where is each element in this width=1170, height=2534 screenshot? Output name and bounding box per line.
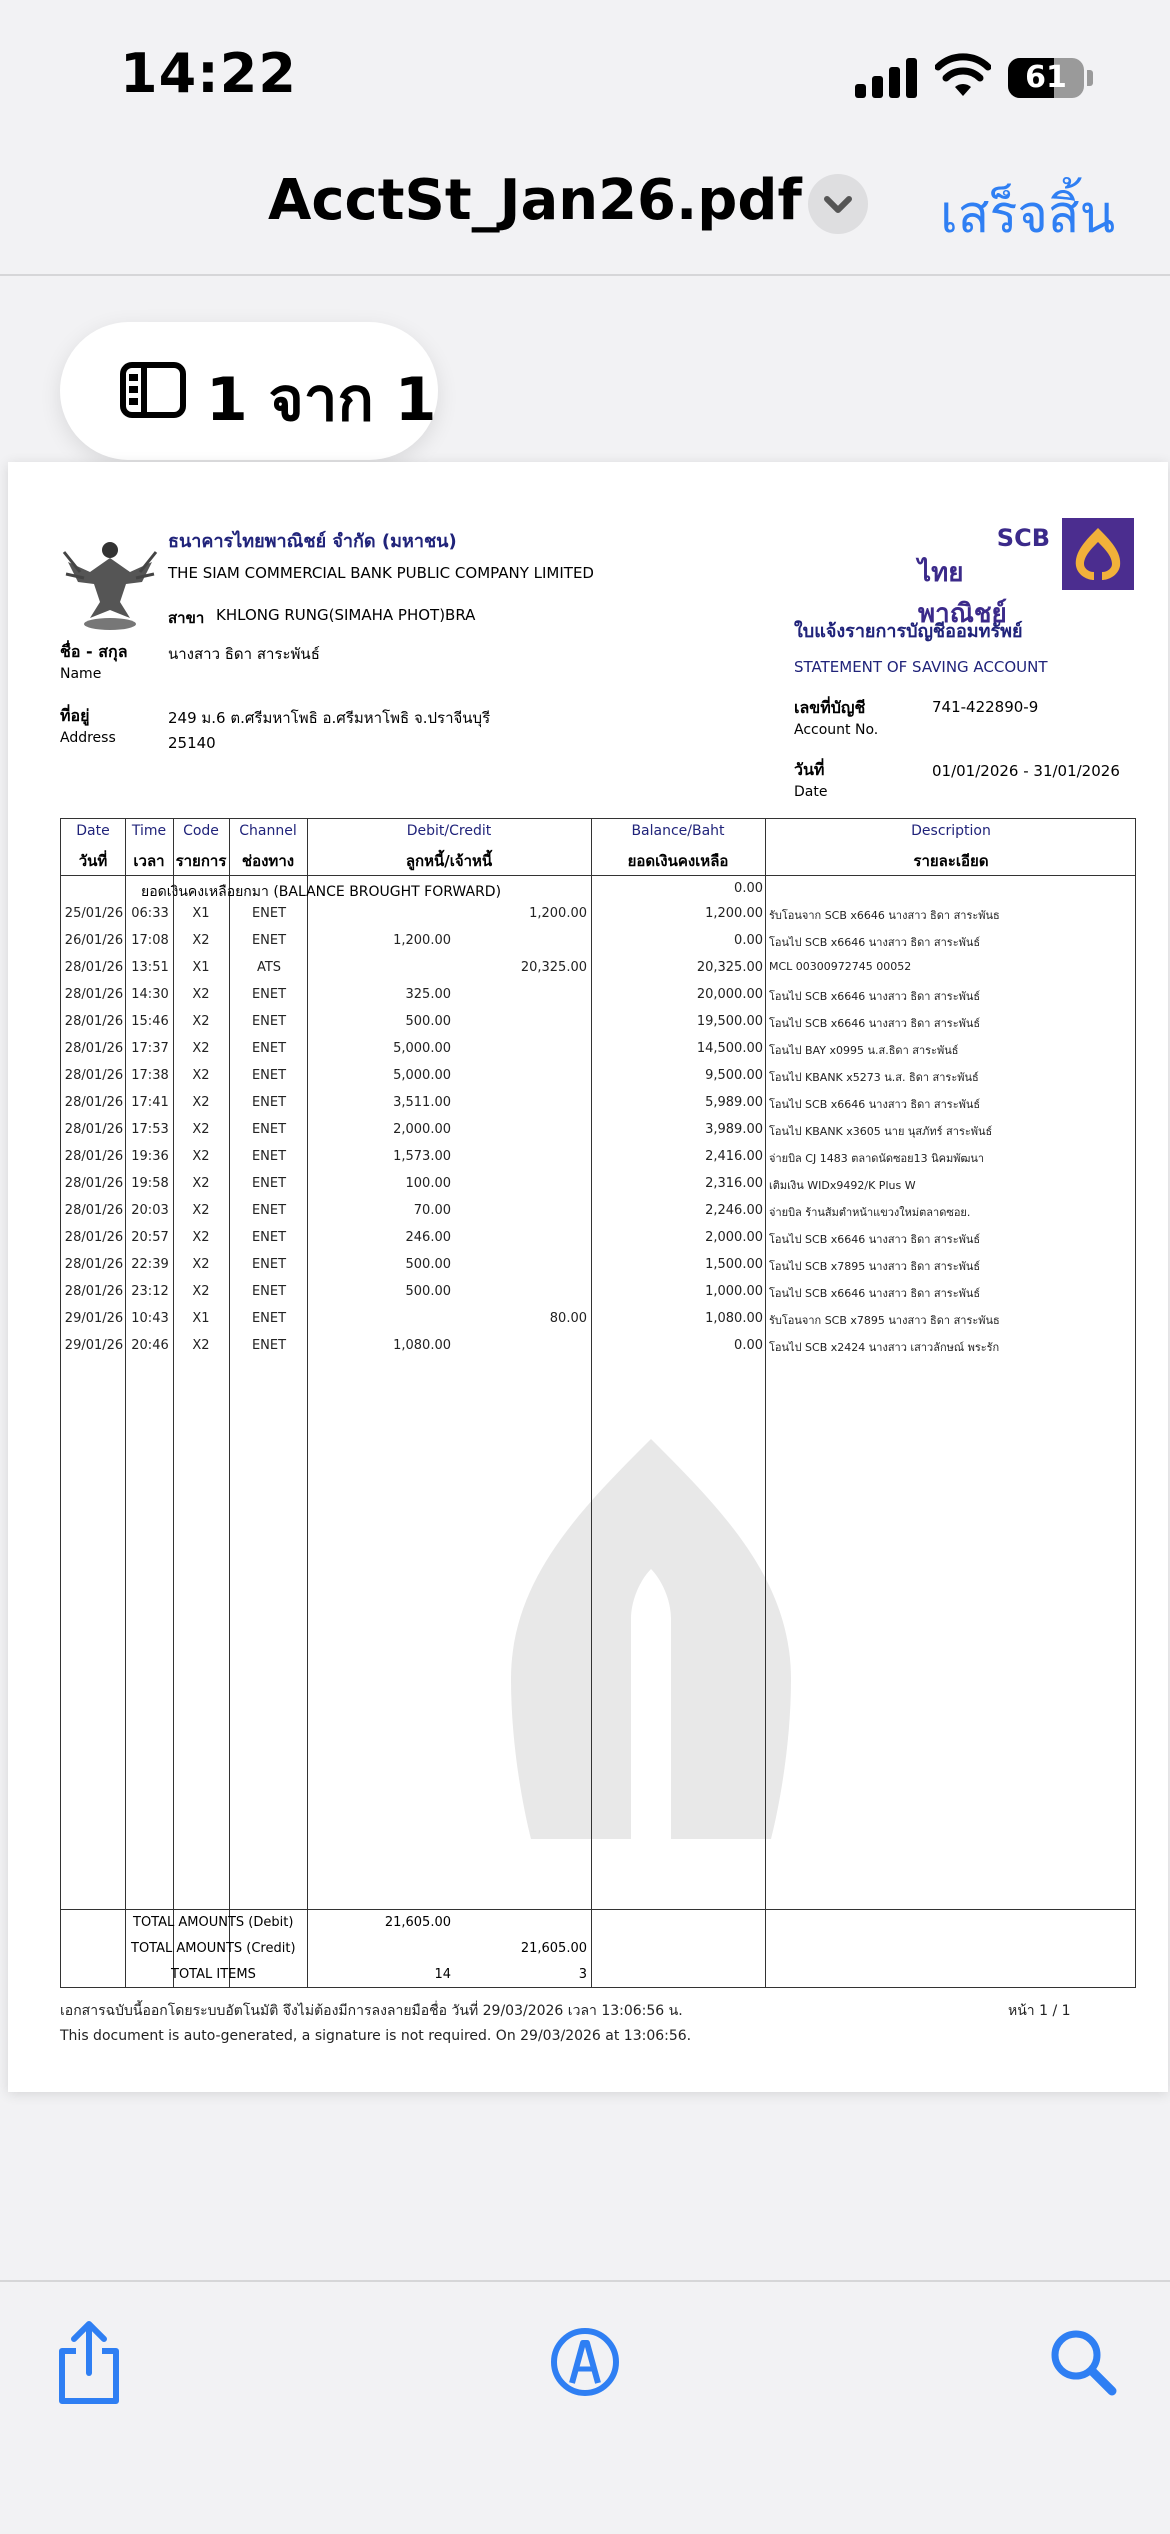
header-channel-thai: ช่องทาง (241, 852, 295, 870)
cell-code: X2 (192, 933, 210, 948)
cell-date: 28/01/26 (64, 1014, 124, 1029)
total-debit-label: TOTAL AMOUNTS (Debit) (133, 1915, 294, 1930)
title-menu-button[interactable] (808, 174, 868, 234)
cell-balance: 2,000.00 (705, 1230, 763, 1245)
cell-code: X1 (192, 906, 210, 921)
cell-code: X2 (192, 987, 210, 1002)
battery-percent: 61 (1025, 60, 1067, 95)
done-button[interactable]: เสร็จสิ้น (940, 185, 1116, 245)
cell-time: 17:08 (131, 933, 169, 948)
cell-code: X2 (192, 1149, 210, 1164)
cell-time: 06:33 (131, 906, 169, 921)
cell-channel: ENET (251, 1068, 287, 1083)
cell-desc: รับโอนจาก SCB x7895 นางสาว ธิดา สาระพันธ (769, 1314, 1000, 1327)
logo-bottom-text: ไทยพาณิชย์ (918, 558, 1007, 629)
cell-channel: ATS (256, 960, 282, 975)
cell-time: 22:39 (131, 1257, 169, 1272)
footer-note-english: This document is auto-generated, a signature is not required. On 29/03/2026 at 13:06:56. (60, 2028, 692, 2044)
cell-desc: โอนไป SCB x6646 นางสาว ธิดา สาระพันธ์ (769, 1017, 981, 1030)
cell-desc: จ่ายบิล CJ 1483 ตลาดนัดซอย13 นิคมพัฒนา (769, 1152, 985, 1165)
cell-channel: ENET (251, 1176, 287, 1191)
cell-date: 28/01/26 (64, 987, 124, 1002)
name-label-thai: ชื่อ - สกุล (60, 642, 128, 661)
navigation-bar (0, 140, 1170, 276)
account-label-english: Account No. (794, 722, 879, 738)
cell-code: X1 (192, 1311, 210, 1326)
cell-desc: โอนไป SCB x6646 นางสาว ธิดา สาระพันธ์ (769, 1287, 981, 1300)
cell-balance: 0.00 (734, 933, 763, 948)
logo-top-text: SCB (996, 524, 1050, 552)
cell-desc: จ่ายบิล ร้านส้มตำหน้าแขวงใหม่ตลาดซอย. (769, 1206, 971, 1219)
address-line-2: 25140 (168, 734, 216, 752)
cell-channel: ENET (251, 1284, 287, 1299)
header-description: Description (911, 823, 991, 839)
cell-date: 28/01/26 (64, 1068, 124, 1083)
bank-name-english: THE SIAM COMMERCIAL BANK PUBLIC COMPANY LIMITED (168, 564, 594, 582)
cell-desc: รับโอนจาก SCB x6646 นางสาว ธิดา สาระพันธ (769, 909, 1000, 922)
cell-time: 15:46 (131, 1014, 169, 1029)
header-channel: Channel (239, 823, 297, 839)
cell-debit: 1,200.00 (393, 933, 451, 948)
cell-balance: 1,080.00 (705, 1311, 763, 1326)
cell-code: X2 (192, 1014, 210, 1029)
cell-date: 28/01/26 (64, 1203, 124, 1218)
cell-debit: 70.00 (413, 1203, 451, 1218)
cell-balance: 1,500.00 (705, 1257, 763, 1272)
cell-date: 26/01/26 (64, 933, 124, 948)
cell-debit: 100.00 (405, 1176, 451, 1191)
total-items-debit: 14 (434, 1967, 451, 1982)
date-label-english: Date (794, 784, 828, 800)
total-credit-value: 21,605.00 (520, 1941, 587, 1956)
cell-time: 19:58 (131, 1176, 169, 1191)
cell-channel: ENET (251, 1230, 287, 1245)
header-code: Code (183, 823, 219, 839)
header-debit-credit: Debit/Credit (406, 823, 492, 839)
cell-channel: ENET (251, 1014, 287, 1029)
statement-title-thai: ใบแจ้งรายการบัญชีออมทรัพย์ (794, 621, 1023, 642)
name-label-english: Name (60, 666, 102, 682)
cell-date: 28/01/26 (64, 1149, 124, 1164)
address-label-thai: ที่อยู่ (60, 706, 90, 725)
cell-date: 28/01/26 (64, 1122, 124, 1137)
cell-time: 17:41 (131, 1095, 169, 1110)
cell-time: 23:12 (131, 1284, 169, 1299)
total-items-credit: 3 (578, 1967, 587, 1982)
cell-balance: 2,416.00 (705, 1149, 763, 1164)
status-bar (0, 0, 1170, 140)
cell-debit: 5,000.00 (393, 1068, 451, 1083)
battery-icon (1008, 58, 1084, 98)
cell-balance: 9,500.00 (705, 1068, 763, 1083)
cell-code: X2 (192, 1338, 210, 1353)
cell-code: X2 (192, 1284, 210, 1299)
cell-time: 20:57 (131, 1230, 169, 1245)
cell-time: 19:36 (131, 1149, 169, 1164)
cell-balance: 1,000.00 (705, 1284, 763, 1299)
cell-date: 28/01/26 (64, 1041, 124, 1056)
footer-note-thai: เอกสารฉบับนี้ออกโดยระบบอัตโนมัติ จึงไม่ต้องมีการลงลายมือชื่อ วันที่ 29/03/2026 เวลา 13:06:56 น. (60, 2003, 683, 2019)
cell-desc: โอนไป SCB x6646 นางสาว ธิดา สาระพันธ์ (769, 1233, 981, 1246)
cell-time: 13:51 (131, 960, 169, 975)
cell-time: 17:38 (131, 1068, 169, 1083)
account-label-thai: เลขที่บัญชี (794, 698, 866, 717)
cell-channel: ENET (251, 906, 287, 921)
pdf-page[interactable] (8, 462, 1168, 2092)
cell-debit: 2,000.00 (393, 1122, 451, 1137)
brought-forward-label: ยอดเงินคงเหลือยกมา (BALANCE BROUGHT FORWARD) (141, 884, 502, 900)
cell-channel: ENET (251, 1257, 287, 1272)
cell-code: X2 (192, 1095, 210, 1110)
cell-balance: 0.00 (734, 1338, 763, 1353)
cell-time: 14:30 (131, 987, 169, 1002)
address-line-1: 249 ม.6 ต.ศรีมหาโพธิ อ.ศรีมหาโพธิ จ.ปราจีนบุรี (168, 709, 491, 727)
cell-debit: 5,000.00 (393, 1041, 451, 1056)
cell-time: 20:46 (131, 1338, 169, 1353)
cell-debit: 325.00 (405, 987, 451, 1002)
cell-debit: 246.00 (405, 1230, 451, 1245)
cell-time: 20:03 (131, 1203, 169, 1218)
cell-code: X2 (192, 1203, 210, 1218)
cell-desc: โอนไป SCB x6646 นางสาว ธิดา สาระพันธ์ (769, 1098, 981, 1111)
cell-date: 25/01/26 (64, 906, 124, 921)
cell-time: 17:53 (131, 1122, 169, 1137)
garuda-emblem-icon (60, 532, 160, 632)
scb-emblem-icon (1062, 518, 1134, 590)
header-time: Time (131, 823, 167, 839)
cell-credit: 80.00 (549, 1311, 587, 1326)
cell-desc: โอนไป SCB x2424 นางสาว เสาวลักษณ์ พระรัก (769, 1341, 1000, 1354)
cell-credit: 1,200.00 (529, 906, 587, 921)
scb-logo (918, 518, 1134, 629)
cell-debit: 1,080.00 (393, 1338, 451, 1353)
cell-time: 10:43 (131, 1311, 169, 1326)
cell-debit: 500.00 (405, 1284, 451, 1299)
cell-date: 29/01/26 (64, 1311, 124, 1326)
cell-date: 28/01/26 (64, 1284, 124, 1299)
markup-icon[interactable] (550, 2327, 620, 2397)
cell-time: 17:37 (131, 1041, 169, 1056)
total-debit-value: 21,605.00 (384, 1915, 451, 1930)
cell-balance: 2,246.00 (705, 1203, 763, 1218)
cell-balance: 3,989.00 (705, 1122, 763, 1137)
address-label-english: Address (60, 730, 116, 746)
transactions-table (60, 818, 1136, 1988)
cell-date: 29/01/26 (64, 1338, 124, 1353)
cell-date: 28/01/26 (64, 1230, 124, 1245)
cell-debit: 500.00 (405, 1014, 451, 1029)
header-debit-credit-thai: ลูกหนี้/เจ้าหนี้ (405, 852, 493, 870)
header-balance: Balance/Baht (631, 823, 725, 839)
account-holder-name: นางสาว ธิดา สาระพันธ์ (168, 645, 320, 663)
search-icon[interactable] (1048, 2327, 1118, 2397)
cellular-signal-icon (855, 56, 917, 98)
cell-date: 28/01/26 (64, 1257, 124, 1272)
cell-balance: 1,200.00 (705, 906, 763, 921)
cell-code: X2 (192, 1041, 210, 1056)
wifi-icon (935, 52, 991, 98)
cell-desc: เติมเงิน WIDx9492/K Plus W (769, 1179, 916, 1192)
chevron-down-icon (808, 174, 868, 234)
cell-balance: 20,325.00 (696, 960, 763, 975)
header-date-thai: วันที่ (78, 852, 108, 870)
header-date: Date (76, 823, 110, 839)
scb-watermark-icon (451, 1439, 851, 1839)
cell-debit: 3,511.00 (393, 1095, 451, 1110)
cell-desc: โอนไป KBANK x3605 นาย นุสภัทร์ สาระพันธ์ (769, 1125, 993, 1138)
cell-balance: 2,316.00 (705, 1176, 763, 1191)
total-items-label: TOTAL ITEMS (171, 1967, 256, 1982)
cell-code: X2 (192, 1122, 210, 1137)
cell-balance: 20,000.00 (696, 987, 763, 1002)
battery-tip (1087, 70, 1093, 86)
bottom-toolbar (0, 2280, 1170, 2534)
header-description-thai: รายละเอียด (913, 852, 989, 870)
cell-channel: ENET (251, 1203, 287, 1218)
cell-balance: 14,500.00 (696, 1041, 763, 1056)
header-code-thai: รายการ (175, 852, 227, 870)
cell-desc: MCL 00300972745 00052 (769, 960, 912, 973)
cell-channel: ENET (251, 1095, 287, 1110)
cell-channel: ENET (251, 1149, 287, 1164)
date-label-thai: วันที่ (794, 760, 825, 779)
cell-desc: โอนไป SCB x6646 นางสาว ธิดา สาระพันธ์ (769, 990, 981, 1003)
cell-desc: โอนไป BAY x0995 น.ส.ธิดา สาระพันธ์ (769, 1044, 959, 1057)
cell-channel: ENET (251, 1311, 287, 1326)
cell-credit: 20,325.00 (520, 960, 587, 975)
cell-code: X2 (192, 1068, 210, 1083)
cell-desc: โอนไป SCB x6646 นางสาว ธิดา สาระพันธ์ (769, 936, 981, 949)
cell-date: 28/01/26 (64, 960, 124, 975)
page-number: หน้า 1 / 1 (1008, 2003, 1071, 2019)
page-indicator[interactable] (60, 322, 438, 460)
cell-debit: 1,573.00 (393, 1149, 451, 1164)
brought-forward-value: 0.00 (734, 881, 763, 896)
cell-channel: ENET (251, 987, 287, 1002)
cell-desc: โอนไป KBANK x5273 น.ส. ธิดา สาระพันธ์ (769, 1071, 979, 1084)
cell-code: X2 (192, 1176, 210, 1191)
sidebar-icon (120, 362, 186, 418)
cell-channel: ENET (251, 1122, 287, 1137)
header-balance-thai: ยอดเงินคงเหลือ (627, 852, 729, 870)
cell-channel: ENET (251, 933, 287, 948)
branch-value: KHLONG RUNG(SIMAHA PHOT)BRA (216, 606, 476, 624)
cell-code: X1 (192, 960, 210, 975)
cell-code: X2 (192, 1230, 210, 1245)
status-time: 14:22 (120, 42, 297, 105)
bank-name-thai: ธนาคารไทยพาณิชย์ จำกัด (มหาชน) (168, 531, 457, 552)
statement-title-english: STATEMENT OF SAVING ACCOUNT (794, 658, 1048, 676)
cell-channel: ENET (251, 1041, 287, 1056)
cell-channel: ENET (251, 1338, 287, 1353)
cell-date: 28/01/26 (64, 1095, 124, 1110)
share-icon[interactable] (54, 2317, 124, 2407)
cell-balance: 19,500.00 (696, 1014, 763, 1029)
cell-debit: 500.00 (405, 1257, 451, 1272)
statement-period: 01/01/2026 - 31/01/2026 (932, 762, 1120, 780)
cell-code: X2 (192, 1257, 210, 1272)
cell-balance: 5,989.00 (705, 1095, 763, 1110)
total-credit-label: TOTAL AMOUNTS (Credit) (131, 1941, 296, 1956)
account-number: 741-422890-9 (932, 698, 1039, 716)
cell-date: 28/01/26 (64, 1176, 124, 1191)
branch-label: สาขา (168, 609, 205, 627)
page-indicator-text: 1 จาก 1 (206, 365, 437, 435)
document-title[interactable]: AcctSt_Jan26.pdf (268, 168, 802, 233)
cell-desc: โอนไป SCB x7895 นางสาว ธิดา สาระพันธ์ (769, 1260, 981, 1273)
header-time-thai: เวลา (133, 852, 165, 870)
